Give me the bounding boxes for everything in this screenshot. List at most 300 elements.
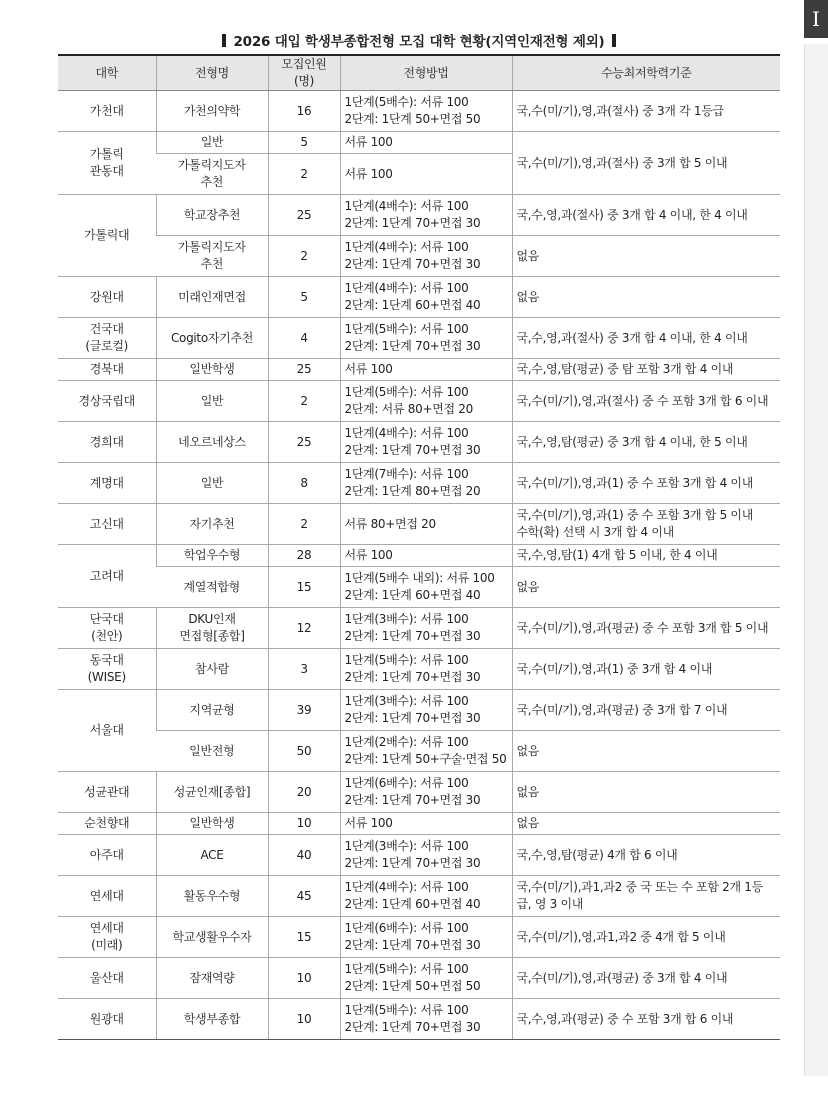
method-cell	[340, 999, 512, 1040]
university-line: (WISE)	[87, 670, 126, 684]
method-cell	[340, 236, 512, 277]
min-standard-line: 국,수(미/기),영,과(1) 중 수 포함 3개 합 5 이내	[516, 508, 754, 522]
method-line: 1단계(6배수): 서류 100	[344, 921, 469, 935]
university-line: 연세대	[89, 921, 124, 935]
admission-name-line: 자기추천	[189, 516, 235, 531]
table-row	[58, 91, 780, 132]
admission-name-cell	[156, 91, 268, 132]
admission-name-line: 일반	[200, 393, 224, 408]
admission-name-cell	[156, 999, 268, 1040]
table-row	[58, 917, 780, 958]
table-row	[58, 359, 780, 381]
method-line: 1단계(6배수): 서류 100	[344, 776, 469, 790]
university-line: 가천대	[89, 103, 124, 118]
quota-line: 40	[296, 847, 312, 862]
university-cell	[58, 381, 156, 422]
admission-name-cell	[156, 422, 268, 463]
min-standard-cell	[512, 132, 780, 195]
method-cell	[340, 463, 512, 504]
admission-name-line: 일반	[200, 135, 224, 149]
method-line: 서류 100	[344, 548, 393, 562]
university-cell	[58, 91, 156, 132]
method-line: 2단계: 1단계 50+면접 50	[344, 979, 481, 993]
quota-line: 15	[296, 579, 312, 594]
method-line: 서류 100	[344, 135, 393, 149]
admission-name-cell	[156, 277, 268, 318]
admission-name-cell	[156, 835, 268, 876]
table-row	[58, 195, 780, 236]
university-cell	[58, 813, 156, 835]
admission-name-line: 가톨릭지도자	[177, 240, 246, 254]
admission-name-line: 면접형[종합]	[179, 629, 245, 643]
method-cell	[340, 690, 512, 731]
min-standard-cell	[512, 236, 780, 277]
quota-cell	[268, 318, 340, 359]
method-cell	[340, 154, 512, 195]
table-row	[58, 236, 780, 277]
admission-name-cell	[156, 236, 268, 277]
method-line: 2단계: 1단계 70+면접 30	[344, 670, 481, 684]
quota-cell	[268, 504, 340, 545]
admission-name-cell	[156, 731, 268, 772]
method-line: 2단계: 1단계 60+면접 40	[344, 588, 481, 602]
quota-cell	[268, 958, 340, 999]
admission-name-line: DKU인재	[188, 612, 236, 626]
method-cell	[340, 958, 512, 999]
min-standard-line: 국,수,영,탐(평균) 중 3개 합 4 이내, 한 5 이내	[516, 434, 748, 449]
quota-line: 8	[300, 475, 308, 490]
min-standard-line: 없음	[516, 743, 540, 758]
admission-name-line: 가천의약학	[183, 103, 241, 118]
quota-line: 25	[296, 362, 312, 376]
quota-line: 3	[300, 661, 308, 676]
table-row	[58, 813, 780, 835]
university-line: (글로컬)	[85, 339, 129, 353]
admission-name-line: 가톨릭지도자	[177, 158, 246, 172]
quota-line: 5	[300, 289, 308, 304]
quota-cell	[268, 876, 340, 917]
min-standard-cell	[512, 359, 780, 381]
university-cell	[58, 545, 156, 608]
table-row	[58, 649, 780, 690]
method-line: 2단계: 1단계 70+면접 30	[344, 856, 481, 870]
university-cell	[58, 649, 156, 690]
admission-name-cell	[156, 154, 268, 195]
method-line: 2단계: 서류 80+면접 20	[344, 402, 473, 416]
admission-name-cell	[156, 359, 268, 381]
method-line: 2단계: 1단계 70+면접 30	[344, 1020, 481, 1034]
quota-cell	[268, 236, 340, 277]
admission-name-line: 지역균형	[189, 702, 235, 717]
admission-name-cell	[156, 463, 268, 504]
min-standard-cell	[512, 381, 780, 422]
title-bar-left	[222, 34, 226, 47]
method-cell	[340, 545, 512, 567]
min-standard-line: 국,수,영,탐(1) 4개 합 5 이내, 한 4 이내	[516, 548, 718, 562]
admission-name-line: 계열적합형	[183, 579, 240, 594]
table-row	[58, 277, 780, 318]
method-line: 서류 100	[344, 362, 393, 376]
method-line: 1단계(4배수): 서류 100	[344, 199, 469, 213]
method-cell	[340, 318, 512, 359]
admission-name-cell	[156, 876, 268, 917]
min-standard-cell	[512, 999, 780, 1040]
method-cell	[340, 277, 512, 318]
quota-cell	[268, 195, 340, 236]
min-standard-line: 국,수,영,과(절사) 중 3개 합 4 이내, 한 4 이내	[516, 330, 748, 345]
university-cell	[58, 608, 156, 649]
min-standard-line: 없음	[516, 816, 540, 830]
method-cell	[340, 504, 512, 545]
min-standard-cell	[512, 690, 780, 731]
method-cell	[340, 876, 512, 917]
university-line: 건국대	[89, 322, 124, 336]
page-title	[58, 30, 780, 50]
quota-cell	[268, 813, 340, 835]
quota-line: 2	[300, 166, 308, 181]
quota-cell	[268, 731, 340, 772]
quota-cell	[268, 999, 340, 1040]
method-line: 서류 100	[344, 166, 393, 181]
min-standard-cell	[512, 649, 780, 690]
min-standard-line: 없음	[516, 579, 540, 594]
quota-cell	[268, 917, 340, 958]
min-standard-line: 국,수(미/기),영,과(절사) 중 3개 합 5 이내	[516, 155, 728, 170]
quota-cell	[268, 463, 340, 504]
quota-line: 2	[300, 248, 308, 263]
method-line: 1단계(3배수): 서류 100	[344, 612, 469, 626]
min-standard-line: 국,수(미/기),과1,과2 중 국 또는 수 포함 2개 1등급, 영 3 이내	[516, 880, 763, 911]
university-line: 경희대	[89, 434, 124, 449]
header-name: 전형명	[156, 55, 268, 91]
method-line: 2단계: 1단계 70+면접 30	[344, 339, 481, 353]
min-standard-line: 국,수(미/기),영,과(평균) 중 3개 합 4 이내	[516, 970, 728, 985]
admission-name-line: 일반	[200, 475, 224, 490]
method-cell	[340, 359, 512, 381]
method-line: 1단계(5배수): 서류 100	[344, 653, 469, 667]
university-line: 경상국립대	[78, 393, 135, 408]
method-line: 1단계(4배수): 서류 100	[344, 240, 469, 254]
table-row	[58, 463, 780, 504]
quota-cell	[268, 277, 340, 318]
method-cell	[340, 608, 512, 649]
method-line: 1단계(3배수): 서류 100	[344, 839, 469, 853]
min-standard-cell	[512, 835, 780, 876]
university-line: 아주대	[89, 847, 124, 862]
quota-line: 15	[296, 929, 312, 944]
method-line: 1단계(4배수): 서류 100	[344, 426, 469, 440]
admission-name-cell	[156, 608, 268, 649]
method-line: 1단계(5배수): 서류 100	[344, 385, 469, 399]
header-method: 전형방법	[340, 55, 512, 91]
admission-name-cell	[156, 917, 268, 958]
university-line: 서울대	[89, 723, 124, 737]
quota-cell	[268, 835, 340, 876]
admission-name-cell	[156, 772, 268, 813]
method-cell	[340, 813, 512, 835]
admission-name-cell	[156, 195, 268, 236]
min-standard-cell	[512, 772, 780, 813]
table-row	[58, 958, 780, 999]
quota-cell	[268, 91, 340, 132]
quota-cell	[268, 649, 340, 690]
method-cell	[340, 195, 512, 236]
method-line: 1단계(3배수): 서류 100	[344, 694, 469, 708]
method-line: 2단계: 1단계 50+면접 50	[344, 112, 481, 126]
university-cell	[58, 876, 156, 917]
method-cell	[340, 132, 512, 154]
method-cell	[340, 772, 512, 813]
university-line: 원광대	[89, 1011, 124, 1026]
method-line: 2단계: 1단계 80+면접 20	[344, 484, 481, 498]
method-line: 1단계(5배수): 서류 100	[344, 322, 469, 336]
quota-line: 25	[296, 207, 312, 222]
admission-name-line: 추천	[200, 257, 224, 271]
quota-line: 39	[296, 702, 312, 717]
university-cell	[58, 772, 156, 813]
admission-name-line: ACE	[200, 847, 224, 862]
method-cell	[340, 917, 512, 958]
table-row	[58, 731, 780, 772]
table-header-row	[58, 55, 780, 91]
quota-cell	[268, 545, 340, 567]
university-cell	[58, 999, 156, 1040]
university-line: 동국대	[89, 653, 124, 667]
header-count: 모집인원(명)	[268, 55, 340, 91]
admission-name-cell	[156, 132, 268, 154]
university-line: 고신대	[89, 516, 124, 531]
quota-line: 45	[296, 888, 312, 903]
method-line: 2단계: 1단계 70+면접 30	[344, 257, 481, 271]
university-cell	[58, 422, 156, 463]
min-standard-line: 국,수,영,과(평균) 중 수 포함 3개 합 6 이내	[516, 1011, 734, 1026]
method-cell	[340, 731, 512, 772]
university-line: (미래)	[91, 938, 123, 952]
table-row	[58, 999, 780, 1040]
quota-line: 10	[296, 1011, 312, 1026]
quota-line: 5	[300, 135, 308, 149]
table-body	[58, 91, 780, 1040]
method-line: 1단계(4배수): 서류 100	[344, 281, 469, 295]
method-cell	[340, 422, 512, 463]
quota-cell	[268, 422, 340, 463]
university-line: 가톨릭대	[84, 228, 130, 242]
admission-name-cell	[156, 649, 268, 690]
min-standard-line: 국,수(미/기),영,과(절사) 중 3개 각 1등급	[516, 103, 724, 118]
university-cell	[58, 917, 156, 958]
university-cell	[58, 359, 156, 381]
university-line: 울산대	[89, 970, 124, 985]
title-bar-right	[612, 34, 616, 47]
admission-name-line: 학교생활우수자	[172, 929, 252, 944]
min-standard-line: 국,수(미/기),영,과1,과2 중 4개 합 5 이내	[516, 929, 726, 944]
min-standard-cell	[512, 91, 780, 132]
university-cell	[58, 277, 156, 318]
admission-name-cell	[156, 813, 268, 835]
university-cell	[58, 132, 156, 195]
university-line: 순천향대	[84, 816, 130, 830]
quota-cell	[268, 359, 340, 381]
method-cell	[340, 835, 512, 876]
table-row	[58, 690, 780, 731]
quota-cell	[268, 567, 340, 608]
quota-line: 2	[300, 516, 308, 531]
min-standard-cell	[512, 195, 780, 236]
admission-name-line: 일반전형	[189, 743, 235, 758]
method-cell	[340, 91, 512, 132]
admission-name-cell	[156, 690, 268, 731]
quota-line: 28	[296, 548, 312, 562]
admission-name-line: 네오르네상스	[178, 434, 246, 449]
table-row	[58, 422, 780, 463]
admission-name-cell	[156, 958, 268, 999]
table-row	[58, 608, 780, 649]
university-line: 연세대	[89, 888, 124, 903]
min-standard-line: 국,수,영,탐(평균) 4개 합 6 이내	[516, 847, 678, 862]
quota-line: 12	[296, 620, 312, 635]
quota-line: 20	[296, 784, 312, 799]
header-univ: 대학	[58, 55, 156, 91]
method-line: 2단계: 1단계 70+면접 30	[344, 793, 481, 807]
min-standard-cell	[512, 567, 780, 608]
method-cell	[340, 649, 512, 690]
min-standard-cell	[512, 463, 780, 504]
quota-line: 50	[296, 743, 312, 758]
admission-name-line: 학업우수형	[183, 548, 241, 562]
admission-name-line: 일반학생	[189, 816, 235, 830]
min-standard-line: 없음	[516, 289, 540, 304]
method-line: 2단계: 1단계 50+구술·면접 50	[344, 752, 507, 766]
table-row	[58, 567, 780, 608]
university-cell	[58, 835, 156, 876]
university-cell	[58, 690, 156, 772]
table-row	[58, 318, 780, 359]
admissions-table	[58, 54, 780, 1040]
admission-name-cell	[156, 381, 268, 422]
min-standard-cell	[512, 917, 780, 958]
quota-cell	[268, 690, 340, 731]
quota-line: 2	[300, 393, 308, 408]
table-row	[58, 876, 780, 917]
quota-cell	[268, 608, 340, 649]
min-standard-line: 국,수(미/기),영,과(평균) 중 3개 합 7 이내	[516, 702, 728, 717]
method-line: 서류 80+면접 20	[344, 516, 436, 531]
min-standard-line: 국,수(미/기),영,과(1) 중 3개 합 4 이내	[516, 661, 713, 676]
min-standard-line: 국,수,영,탐(평균) 중 탐 포함 3개 합 4 이내	[516, 362, 734, 376]
min-standard-cell	[512, 958, 780, 999]
university-cell	[58, 958, 156, 999]
min-standard-cell	[512, 422, 780, 463]
min-standard-cell	[512, 545, 780, 567]
method-line: 2단계: 1단계 70+면접 30	[344, 216, 481, 230]
method-line: 1단계(4배수): 서류 100	[344, 880, 469, 894]
min-standard-line: 없음	[516, 784, 540, 799]
min-standard-line: 수학(확) 선택 시 3개 합 4 이내	[516, 525, 674, 539]
method-line: 1단계(7배수): 서류 100	[344, 467, 469, 481]
quota-cell	[268, 132, 340, 154]
quota-cell	[268, 381, 340, 422]
university-line: 강원대	[89, 289, 124, 304]
min-standard-cell	[512, 318, 780, 359]
university-line: 성균관대	[84, 784, 130, 799]
university-cell	[58, 504, 156, 545]
table-row	[58, 545, 780, 567]
table-row	[58, 835, 780, 876]
university-line: 가톨릭	[89, 147, 124, 161]
method-line: 1단계(5배수): 서류 100	[344, 1003, 469, 1017]
quota-line: 4	[300, 330, 308, 345]
admission-name-line: Cogito자기추천	[170, 330, 254, 345]
min-standard-cell	[512, 277, 780, 318]
admission-name-cell	[156, 567, 268, 608]
quota-cell	[268, 772, 340, 813]
university-line: 단국대	[89, 612, 124, 626]
method-line: 2단계: 1단계 60+면접 40	[344, 897, 481, 911]
university-line: 관동대	[89, 164, 124, 178]
min-standard-cell	[512, 876, 780, 917]
title-text: 2026 대입 학생부종합전형 모집 대학 현황(지역인재전형 제외)	[233, 34, 605, 50]
side-strip	[804, 44, 828, 1076]
min-standard-line: 국,수,영,과(절사) 중 3개 합 4 이내, 한 4 이내	[516, 207, 748, 222]
header-min-standard: 수능최저학력기준	[512, 55, 780, 91]
method-line: 2단계: 1단계 70+면접 30	[344, 938, 481, 952]
method-cell	[340, 567, 512, 608]
admission-name-line: 일반학생	[189, 362, 235, 376]
min-standard-line: 없음	[516, 248, 540, 263]
admission-name-line: 잠재역량	[189, 970, 235, 985]
quota-line: 25	[296, 434, 312, 449]
min-standard-cell	[512, 813, 780, 835]
method-cell	[340, 381, 512, 422]
method-line: 1단계(2배수): 서류 100	[344, 735, 469, 749]
method-line: 2단계: 1단계 70+면접 30	[344, 629, 481, 643]
min-standard-cell	[512, 608, 780, 649]
method-line: 2단계: 1단계 70+면접 30	[344, 443, 481, 457]
university-line: 고려대	[89, 568, 124, 583]
method-line: 서류 100	[344, 816, 393, 830]
min-standard-line: 국,수(미/기),영,과(평균) 중 수 포함 3개 합 5 이내	[516, 620, 769, 635]
admission-name-line: 미래인재면접	[178, 289, 246, 304]
min-standard-line: 국,수(미/기),영,과(1) 중 수 포함 3개 합 4 이내	[516, 475, 754, 490]
admission-name-line: 추천	[200, 175, 224, 189]
min-standard-line: 국,수(미/기),영,과(절사) 중 수 포함 3개 합 6 이내	[516, 393, 769, 408]
university-cell	[58, 463, 156, 504]
quota-line: 10	[296, 970, 312, 985]
admission-name-cell	[156, 545, 268, 567]
admission-name-line: 학교장추천	[183, 207, 241, 222]
quota-cell	[268, 154, 340, 195]
admission-name-cell	[156, 318, 268, 359]
quota-line: 10	[296, 816, 312, 830]
method-line: 1단계(5배수): 서류 100	[344, 962, 469, 976]
method-line: 1단계(5배수 내외): 서류 100	[344, 571, 495, 585]
university-cell	[58, 318, 156, 359]
min-standard-cell	[512, 731, 780, 772]
table-row	[58, 504, 780, 545]
admission-name-line: 성균인재[종합]	[173, 784, 251, 799]
admission-name-line: 참사람	[195, 661, 229, 676]
admission-name-cell	[156, 504, 268, 545]
university-cell	[58, 195, 156, 277]
table-row	[58, 132, 780, 154]
university-line: (천안)	[91, 629, 123, 643]
university-line: 계명대	[89, 475, 124, 490]
table-row	[58, 381, 780, 422]
min-standard-cell	[512, 504, 780, 545]
admission-name-line: 학생부종합	[183, 1011, 241, 1026]
university-line: 경북대	[89, 362, 124, 376]
admission-name-line: 활동우수형	[183, 888, 241, 903]
